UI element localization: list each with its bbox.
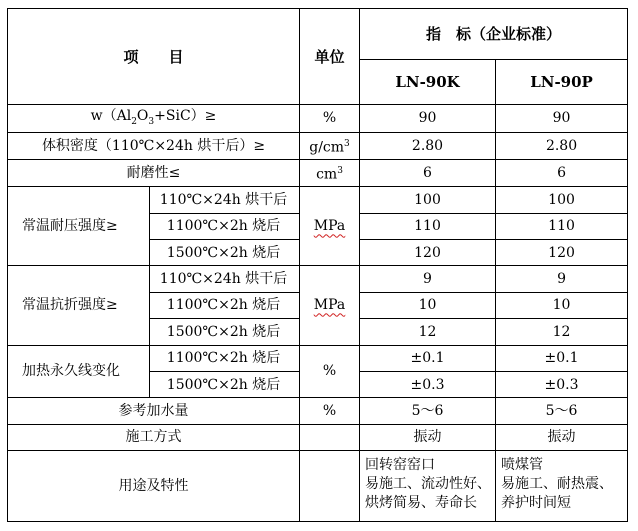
row-linear-change (8, 345, 628, 371)
unit-compressive: MPa (300, 187, 360, 266)
value-k: 12 (360, 319, 496, 345)
usage-k (360, 450, 496, 521)
value-k: ±0.1 (360, 345, 496, 371)
value-k: 110 (360, 213, 496, 239)
value-p: 110 (496, 213, 628, 239)
row-density (8, 132, 628, 159)
label-density: 体积密度（110℃×24h 烘干后）≥ (8, 132, 300, 159)
value-k: 2.80 (360, 132, 496, 159)
value-p: 100 (496, 187, 628, 213)
value-k: 振动 (360, 424, 496, 450)
usage-p (496, 450, 628, 521)
value-p: ±0.3 (496, 371, 628, 397)
row-construction-method (8, 424, 628, 450)
spec-table (7, 8, 628, 522)
row-compressive (8, 187, 628, 213)
value-p: 2.80 (496, 132, 628, 159)
condition: 1100℃×2h 烧后 (150, 213, 300, 239)
value-p: 5～6 (496, 398, 628, 424)
row-water-addition (8, 398, 628, 424)
value-p: 90 (496, 105, 628, 132)
row-abrasion (8, 160, 628, 187)
unit-usage (300, 450, 360, 521)
label-linear-change: 加热永久线变化 (8, 345, 150, 398)
value-p: 9 (496, 266, 628, 292)
label-usage: 用途及特性 (8, 450, 300, 521)
label-flexural: 常温抗折强度≥ (8, 266, 150, 345)
label-compressive: 常温耐压强度≥ (8, 187, 150, 266)
unit-linear-change: % (300, 345, 360, 398)
usage-line: 烘烤简易、寿命长 (365, 494, 478, 511)
value-p: 振动 (496, 424, 628, 450)
label-construction-method: 施工方式 (8, 424, 300, 450)
value-k: 5～6 (360, 398, 496, 424)
usage-line: 喷煤管 (501, 456, 544, 473)
unit-density: $g/cm^3$ (300, 132, 360, 159)
unit-abrasion: $cm^3$ (300, 160, 360, 187)
value-k: ±0.3 (360, 371, 496, 397)
unit-w-content: % (300, 105, 360, 132)
value-k: 9 (360, 266, 496, 292)
value-k: 120 (360, 240, 496, 266)
value-k: 6 (360, 160, 496, 187)
unit-flexural: MPa (300, 266, 360, 345)
header-indicator: 指 标（企业标准） (360, 9, 628, 60)
header-unit: 单位 (300, 9, 360, 105)
usage-line: 易施工、耐热震、 (501, 475, 614, 492)
value-p: 12 (496, 319, 628, 345)
usage-line: 易施工、流动性好、 (365, 475, 492, 492)
header-col-ln90p: LN-90P (496, 59, 628, 105)
row-flexural (8, 266, 628, 292)
condition: 1500℃×2h 烧后 (150, 371, 300, 397)
label-w-content: $w(Al_2O_3+SiC)\ge$ (8, 105, 300, 132)
value-p: 10 (496, 292, 628, 318)
label-abrasion: 耐磨性≤ (8, 160, 300, 187)
unit-water-addition: % (300, 398, 360, 424)
usage-line: 回转窑窑口 (365, 456, 436, 473)
condition: 1500℃×2h 烧后 (150, 319, 300, 345)
value-p: ±0.1 (496, 345, 628, 371)
value-k: 90 (360, 105, 496, 132)
condition: 1100℃×2h 烧后 (150, 292, 300, 318)
value-k: 10 (360, 292, 496, 318)
row-usage (8, 450, 628, 521)
value-p: 120 (496, 240, 628, 266)
header-item: 项 目 (8, 9, 300, 105)
unit-construction-method (300, 424, 360, 450)
row-w-content (8, 105, 628, 132)
condition: 1100℃×2h 烧后 (150, 345, 300, 371)
usage-line: 养护时间短 (501, 494, 572, 511)
header-col-ln90k: LN-90K (360, 59, 496, 105)
condition: 110℃×24h 烘干后 (150, 266, 300, 292)
value-p: 6 (496, 160, 628, 187)
condition: 1500℃×2h 烧后 (150, 240, 300, 266)
condition: 110℃×24h 烘干后 (150, 187, 300, 213)
label-water-addition: 参考加水量 (8, 398, 300, 424)
value-k: 100 (360, 187, 496, 213)
